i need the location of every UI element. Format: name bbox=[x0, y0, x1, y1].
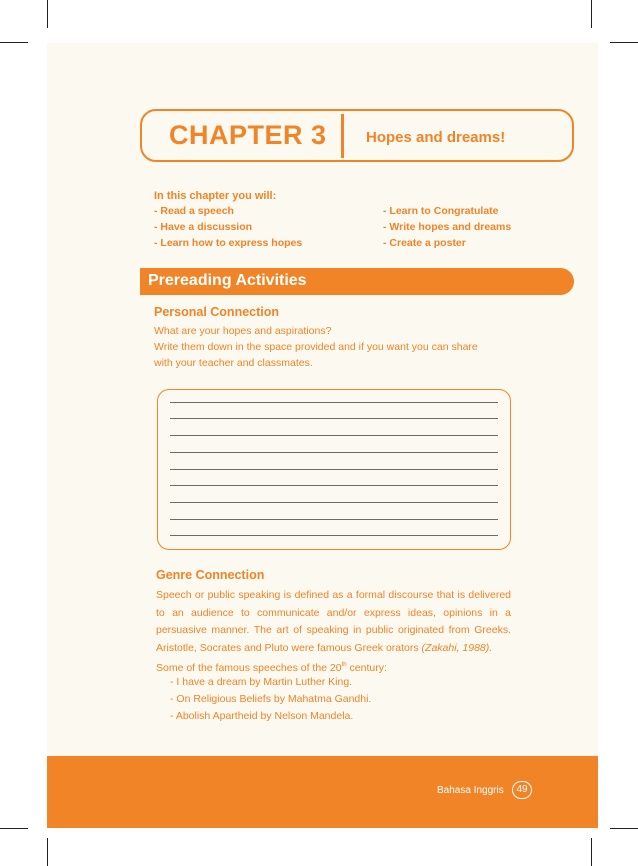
text-fragment: Some of the famous speeches of the 20 bbox=[156, 662, 342, 674]
goal-item: - Read a speech bbox=[154, 205, 234, 217]
writing-area[interactable] bbox=[157, 389, 511, 550]
goal-item: - Have a discussion bbox=[154, 221, 253, 233]
text-line: with your teacher and classmates. bbox=[154, 357, 313, 369]
text-line: persuasive manner. The art of speaking in public originated from Greeks. bbox=[156, 624, 511, 636]
list-item: - I have a dream by Martin Luther King. bbox=[170, 676, 353, 688]
prereading-bar bbox=[140, 268, 574, 295]
writing-line bbox=[170, 519, 498, 520]
genre-connection-text bbox=[156, 587, 511, 675]
speech-examples-list bbox=[170, 674, 371, 725]
writing-line bbox=[170, 435, 498, 436]
text-line: Speech or public speaking is defined as a formal discourse that is delivered bbox=[156, 589, 511, 601]
writing-line bbox=[170, 485, 498, 486]
text-line: What are your hopes and aspirations? bbox=[154, 325, 332, 337]
text-fragment: century: bbox=[346, 662, 387, 674]
citation: (Zakahi, 1988). bbox=[421, 641, 493, 654]
crop-mark bbox=[0, 42, 28, 43]
writing-line bbox=[170, 502, 498, 503]
text-line: Write them down in the space provided and if you want you can share bbox=[154, 341, 478, 353]
text-line bbox=[156, 657, 511, 675]
book-page bbox=[47, 43, 598, 828]
chapter-header bbox=[140, 109, 574, 162]
page-footer bbox=[47, 756, 598, 828]
text-fragment: Aristotle, Socrates and Pluto were famous Greek orators bbox=[156, 641, 419, 654]
page-number: 49 bbox=[512, 781, 532, 799]
chapter-title: CHAPTER 3 bbox=[169, 120, 327, 150]
goal-item: - Learn to Congratulate bbox=[383, 205, 499, 217]
writing-line bbox=[170, 469, 498, 470]
text-line bbox=[156, 640, 511, 658]
personal-connection-title: Personal Connection bbox=[154, 305, 280, 319]
crop-mark bbox=[591, 838, 592, 866]
intro-heading: In this chapter you will: bbox=[154, 190, 277, 202]
prereading-title: Prereading Activities bbox=[148, 272, 307, 289]
goal-item: - Learn how to express hopes bbox=[154, 237, 303, 249]
personal-connection-text bbox=[154, 323, 478, 371]
header-divider bbox=[341, 114, 344, 158]
crop-mark bbox=[0, 828, 28, 829]
book-title: Bahasa Inggris bbox=[437, 785, 504, 796]
list-item: - Abolish Apartheid by Nelson Mandela. bbox=[170, 710, 354, 722]
chapter-subtitle: Hopes and dreams! bbox=[366, 129, 506, 146]
crop-mark bbox=[610, 42, 638, 43]
goal-item: - Write hopes and dreams bbox=[383, 221, 512, 233]
list-item: - On Religious Beliefs by Mahatma Gandhi. bbox=[170, 693, 372, 705]
writing-line bbox=[170, 452, 498, 453]
goals-left-list bbox=[154, 203, 302, 251]
genre-connection-title: Genre Connection bbox=[156, 568, 265, 582]
writing-line bbox=[170, 402, 498, 403]
crop-mark bbox=[610, 828, 638, 829]
crop-mark bbox=[47, 838, 48, 866]
text-line: to an audience to communicate and/or express ideas, opinions in a bbox=[156, 606, 511, 619]
crop-mark bbox=[591, 0, 592, 28]
writing-line bbox=[170, 535, 498, 536]
writing-line bbox=[170, 418, 498, 419]
crop-mark bbox=[47, 0, 48, 28]
goal-item: - Create a poster bbox=[383, 237, 466, 249]
goals-right-list bbox=[383, 203, 511, 251]
ordinal-suffix: th bbox=[341, 662, 347, 668]
